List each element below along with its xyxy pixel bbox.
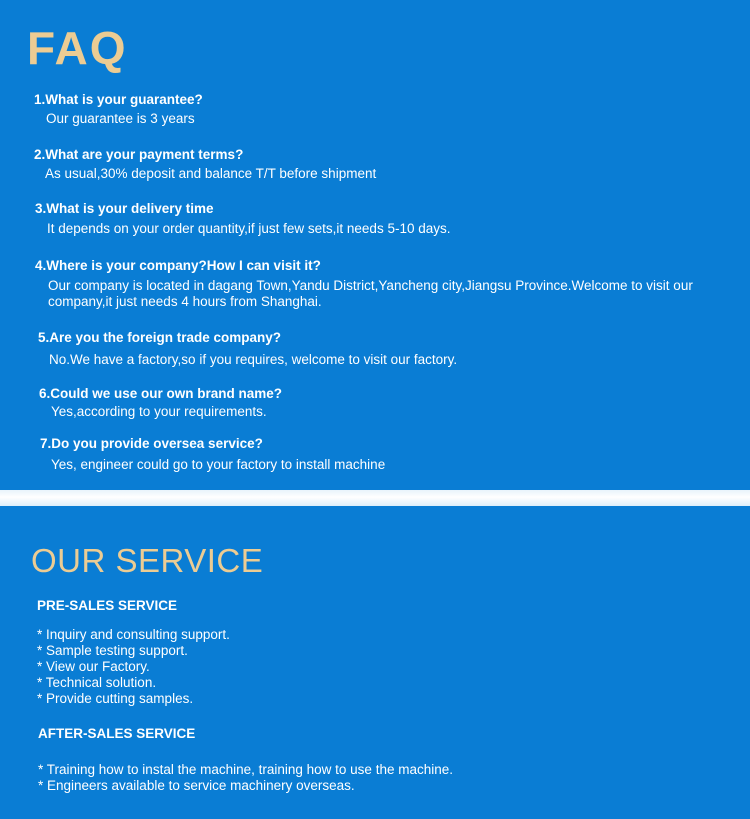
pre-sales-heading: PRE-SALES SERVICE bbox=[37, 598, 178, 613]
list-item: * Training how to instal the machine, training how to use the machine. bbox=[38, 762, 453, 777]
faq-answer-3: It depends on your order quantity,if just few sets,it needs 5-10 days. bbox=[47, 221, 451, 236]
faq-question-5: 5.Are you the foreign trade company? bbox=[38, 330, 282, 345]
list-item: * Sample testing support. bbox=[37, 643, 188, 658]
faq-answer-1: Our guarantee is 3 years bbox=[46, 111, 195, 126]
faq-question-4: 4.Where is your company?How I can visit it? bbox=[35, 258, 321, 273]
faq-question-6: 6.Could we use our own brand name? bbox=[39, 386, 283, 401]
faq-answer-6: Yes,according to your requirements. bbox=[51, 404, 267, 419]
list-item: * View our Factory. bbox=[37, 659, 150, 674]
service-title: OUR SERVICE bbox=[31, 542, 264, 579]
faq-answer-7: Yes, engineer could go to your factory to install machine bbox=[51, 457, 386, 472]
section-divider bbox=[0, 490, 750, 506]
faq-question-2: 2.What are your payment terms? bbox=[34, 147, 244, 162]
list-item: * Provide cutting samples. bbox=[37, 691, 194, 706]
faq-title: FAQ bbox=[27, 22, 128, 74]
after-sales-heading: AFTER-SALES SERVICE bbox=[38, 726, 196, 741]
faq-answer-5: No.We have a factory,so if you requires, welcome to visit our factory. bbox=[49, 352, 458, 367]
service-section bbox=[0, 506, 750, 819]
faq-question-1: 1.What is your guarantee? bbox=[34, 92, 203, 107]
faq-question-7: 7.Do you provide oversea service? bbox=[40, 436, 263, 451]
list-item: * Inquiry and consulting support. bbox=[37, 627, 230, 642]
pre-sales-list bbox=[37, 627, 230, 707]
faq-answer-4: Our company is located in dagang Town,Yandu District,Yancheng city,Jiangsu Province.Welcome to visit our company,it just needs 4 hours from Shanghai. bbox=[48, 278, 693, 309]
list-item: * Technical solution. bbox=[37, 675, 157, 690]
after-sales-list bbox=[38, 762, 453, 794]
list-item: * Engineers available to service machinery overseas. bbox=[38, 778, 355, 793]
faq-answer-2: As usual,30% deposit and balance T/T before shipment bbox=[45, 166, 377, 181]
faq-question-3: 3.What is your delivery time bbox=[35, 201, 214, 216]
